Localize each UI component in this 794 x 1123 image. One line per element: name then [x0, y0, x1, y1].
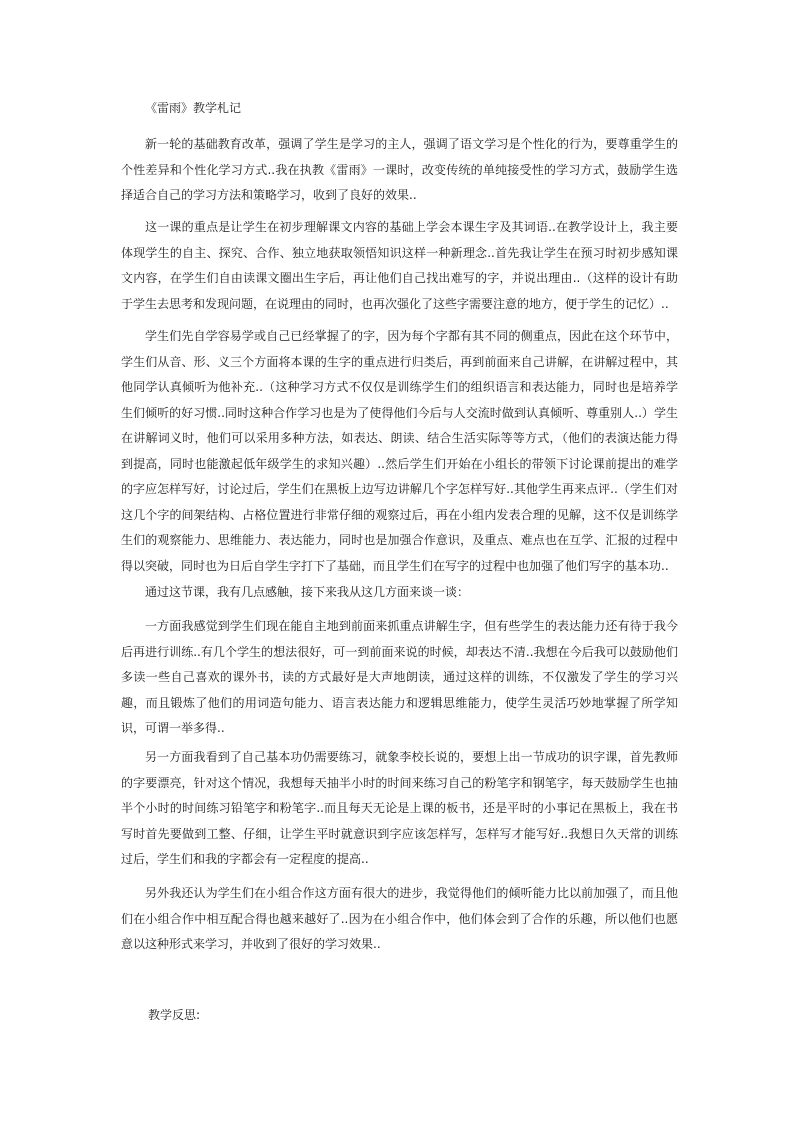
paragraph: 这一课的重点是让学生在初步理解课文内容的基础上学会本课生字及其词语..在教学设计上，我主要体现学生的自主、探究、合作、独立地获取领悟知识这样一种新理念..首先我让学生在预习时初步感知课文内容，在学生们自由读课文圈出生字后，再让他们自己找出难写的字，并说出理由..（这样的设计有助于学生去思考和发现问题，在说理由的同时，也再次强化了这些字需要注意的地方，便于学生的记忆）..	[121, 220, 678, 311]
paragraph: 学生们先自学容易学或自己已经掌握了的字，因为每个字都有其不同的侧重点，因此在这个环节中，学生们从音、形、义三个方面将本课的生字的重点进行归类后，再到前面来自己讲解，在讲解过程中，其他同学认真倾听为他补充..（这种学习方式不仅仅是训练学生们的组织语言和表达能力，同时也是培养学生们倾听的好习惯..同时这种合作学习也是为了使得他们今后与人交流时做到认真倾听、尊重别人..）学生在讲解词义时，他们可以采用多种方法，如表达、朗读、结合生活实际等等方式，（他们的表演达能力得到提高，同时也能激起低年级学生的求知兴趣）..然后学生们开始在小组长的带领下讨论课前提出的难学的字应怎样写好，讨论过后，学生们在黑板上边写边讲解几个字怎样写好..其他学生再来点评..（学生们对这几个字的间架结构、占格位置进行非常仔细的观察过后，再在小组内发表合理的见解，这不仅是训练学生们的观察能力、思维能力、表达能力，同时也是加强合作意识，及重点、难点也在互学、汇报的过程中得以突破，同时也为日后自学生字打下了基础，而且学生们在写字的过程中也加强了他们写字的基本功..	[121, 329, 678, 573]
paragraph: 另外我还认为学生们在小组合作这方面有很大的进步，我觉得他们的倾听能力比以前加强了，而且他们在小组合作中相互配合得也越来越好了..因为在小组合作中，他们体会到了合作的乐趣，所以他们也愿意以这种形式来学习，并收到了很好的学习效果..	[121, 886, 678, 951]
paragraph: 另一方面我看到了自己基本功仍需要练习，就象李校长说的，要想上出一节成功的识字课，首先教师的字要漂亮，针对这个情况，我想每天抽半小时的时间来练习自己的粉笔字和钢笔字，每天鼓励学生也抽半个小时的时间练习铅笔字和粉笔字..而且每天无论是上课的板书，还是平时的小事记在黑板上，我在书写时首先要做到工整、仔细，让学生平时就意识到字应该怎样写，怎样写才能写好..我想日久天常的训练过后，学生们和我的字都会有一定程度的提高..	[121, 750, 678, 866]
paragraph: 通过这节课，我有几点感触，接下来我从这几方面来谈一谈：	[145, 585, 470, 599]
reflection-label: 教学反思:	[148, 1008, 201, 1022]
paragraph: 一方面我感觉到学生们现在能自主地到前面来抓重点讲解生字，但有些学生的表达能力还有待于我今后再进行训练..有几个学生的想法很好，可一到前面来说的时候，却表达不清..我想在今后我可以鼓励他们多读一些自己喜欢的课外书，读的方式最好是大声地朗读，通过这样的训练，不仅激发了学生的学习兴趣，而且锻炼了他们的用词造句能力、语言表达能力和逻辑思维能力，使学生灵活巧妙地掌握了所学知识，可谓一举多得..	[121, 619, 678, 735]
document-title: 《雷雨》教学札记	[145, 101, 242, 115]
paragraph: 新一轮的基础教育改革，强调了学生是学习的主人，强调了语文学习是个性化的行为，要尊重学生的个性差异和个性化学习方式..我在执教《雷雨》一课时，改变传统的单纯接受性的学习方式，鼓励学生选择适合自己的学习方法和策略学习，收到了良好的效果..	[121, 137, 678, 202]
